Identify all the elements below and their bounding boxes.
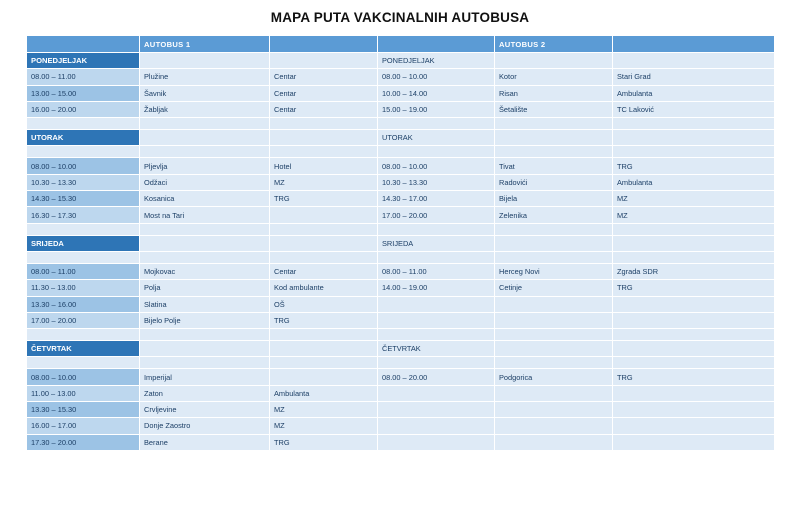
table-cell-empty <box>613 235 775 251</box>
table-cell-empty <box>270 223 378 235</box>
table-cell-empty <box>495 251 613 263</box>
table-cell-empty <box>140 53 270 69</box>
table-row <box>27 418 775 434</box>
table-cell-empty <box>378 329 495 341</box>
table-row <box>27 280 775 296</box>
table-cell: Centar <box>270 101 378 117</box>
table-row <box>27 191 775 207</box>
table-header-cell: AUTOBUS 1 <box>140 36 270 53</box>
table-row <box>27 69 775 85</box>
table-cell: TRG <box>270 434 378 450</box>
table-header-cell: AUTOBUS 2 <box>495 36 613 53</box>
table-cell-empty <box>378 251 495 263</box>
time-cell: 17.30 – 20.00 <box>27 434 140 450</box>
table-cell-empty <box>495 296 613 312</box>
table-cell-empty <box>140 251 270 263</box>
table-cell: Šavnik <box>140 85 270 101</box>
table-spacer-row <box>27 118 775 130</box>
table-cell: 14.00 – 19.00 <box>378 280 495 296</box>
table-cell-empty <box>613 402 775 418</box>
table-header-cell <box>613 36 775 53</box>
table-cell-empty <box>27 329 140 341</box>
time-cell: 13.30 – 15.30 <box>27 402 140 418</box>
table-cell: Plužine <box>140 69 270 85</box>
table-spacer-row <box>27 223 775 235</box>
table-cell-empty <box>495 53 613 69</box>
table-cell: TRG <box>613 369 775 385</box>
table-cell-empty <box>613 296 775 312</box>
table-cell: MZ <box>613 207 775 223</box>
table-cell-empty <box>495 146 613 158</box>
table-cell-empty <box>495 357 613 369</box>
table-cell-empty <box>495 223 613 235</box>
day-label-bus1: SRIJEDA <box>27 235 140 251</box>
table-cell-empty <box>270 130 378 146</box>
table-cell-empty <box>378 223 495 235</box>
table-cell-empty <box>378 418 495 434</box>
table-cell-empty <box>378 357 495 369</box>
table-cell-empty <box>378 385 495 401</box>
table-row <box>27 207 775 223</box>
time-cell: 16.00 – 17.00 <box>27 418 140 434</box>
table-cell-empty <box>613 130 775 146</box>
table-cell-empty <box>495 118 613 130</box>
table-cell-empty <box>495 434 613 450</box>
table-cell-empty <box>495 312 613 328</box>
table-cell-empty <box>613 223 775 235</box>
table-cell-empty <box>270 235 378 251</box>
time-cell: 11.00 – 13.00 <box>27 385 140 401</box>
table-cell: 10.30 – 13.30 <box>378 174 495 190</box>
table-cell-empty <box>495 385 613 401</box>
table-row <box>27 402 775 418</box>
table-cell-empty <box>613 146 775 158</box>
table-cell: 08.00 – 11.00 <box>378 263 495 279</box>
table-cell-empty <box>495 341 613 357</box>
table-cell-empty <box>270 146 378 158</box>
table-cell: Žabljak <box>140 101 270 117</box>
table-cell-empty <box>613 329 775 341</box>
table-cell-empty <box>613 251 775 263</box>
table-row <box>27 296 775 312</box>
table-cell: Herceg Novi <box>495 263 613 279</box>
table-cell-empty <box>27 146 140 158</box>
table-cell: Kosanica <box>140 191 270 207</box>
day-label-bus2: ČETVRTAK <box>378 341 495 357</box>
time-cell: 16.30 – 17.30 <box>27 207 140 223</box>
day-label-bus1: UTORAK <box>27 130 140 146</box>
table-cell: Cetinje <box>495 280 613 296</box>
table-cell: Zelenika <box>495 207 613 223</box>
day-label-bus1: ČETVRTAK <box>27 341 140 357</box>
table-cell: Radovići <box>495 174 613 190</box>
table-cell: Šetalište <box>495 101 613 117</box>
time-cell: 08.00 – 10.00 <box>27 158 140 174</box>
table-cell-empty <box>495 130 613 146</box>
table-cell-empty <box>140 235 270 251</box>
table-spacer-row <box>27 329 775 341</box>
table-cell: Tivat <box>495 158 613 174</box>
table-cell-empty <box>140 118 270 130</box>
table-cell: Most na Tari <box>140 207 270 223</box>
table-row <box>27 174 775 190</box>
table-cell: TRG <box>270 312 378 328</box>
table-cell-empty <box>27 223 140 235</box>
table-row <box>27 101 775 117</box>
table-cell-empty <box>140 329 270 341</box>
table-cell: 10.00 – 14.00 <box>378 85 495 101</box>
table-cell: Centar <box>270 69 378 85</box>
vaccination-bus-schedule-table <box>26 35 775 451</box>
table-cell-empty <box>140 130 270 146</box>
table-cell: 08.00 – 10.00 <box>378 158 495 174</box>
time-cell: 10.30 – 13.30 <box>27 174 140 190</box>
schedule-table-wrapper <box>0 35 800 451</box>
table-cell: Kod ambulante <box>270 280 378 296</box>
table-cell-empty <box>495 402 613 418</box>
table-cell: Bijela <box>495 191 613 207</box>
table-day-row <box>27 341 775 357</box>
table-cell-empty <box>270 341 378 357</box>
table-cell-empty <box>613 118 775 130</box>
table-row <box>27 85 775 101</box>
table-cell: Hotel <box>270 158 378 174</box>
time-cell: 08.00 – 11.00 <box>27 263 140 279</box>
table-cell: OŠ <box>270 296 378 312</box>
time-cell: 08.00 – 11.00 <box>27 69 140 85</box>
table-cell: Ambulanta <box>613 174 775 190</box>
table-cell: Mojkovac <box>140 263 270 279</box>
table-cell-empty <box>378 402 495 418</box>
time-cell: 08.00 – 10.00 <box>27 369 140 385</box>
table-day-row <box>27 130 775 146</box>
table-cell-empty <box>270 53 378 69</box>
table-row <box>27 158 775 174</box>
table-cell-empty <box>140 223 270 235</box>
time-cell: 11.30 – 13.00 <box>27 280 140 296</box>
table-cell: TRG <box>613 280 775 296</box>
table-cell-empty <box>378 434 495 450</box>
table-cell-empty <box>613 434 775 450</box>
table-cell: Centar <box>270 263 378 279</box>
table-row <box>27 263 775 279</box>
table-cell-empty <box>270 118 378 130</box>
table-cell-empty <box>613 357 775 369</box>
table-cell: Bijelo Polje <box>140 312 270 328</box>
table-cell-empty <box>613 312 775 328</box>
table-cell: 14.30 – 17.00 <box>378 191 495 207</box>
table-cell: 17.00 – 20.00 <box>378 207 495 223</box>
table-cell-empty <box>270 207 378 223</box>
table-cell-empty <box>495 329 613 341</box>
table-spacer-row <box>27 146 775 158</box>
time-cell: 17.00 – 20.00 <box>27 312 140 328</box>
time-cell: 13.30 – 16.00 <box>27 296 140 312</box>
table-cell: 08.00 – 10.00 <box>378 69 495 85</box>
table-cell: 15.00 – 19.00 <box>378 101 495 117</box>
table-cell-empty <box>378 296 495 312</box>
table-cell-empty <box>613 53 775 69</box>
table-cell: Risan <box>495 85 613 101</box>
table-row <box>27 434 775 450</box>
table-row <box>27 369 775 385</box>
table-row <box>27 312 775 328</box>
table-cell: MZ <box>613 191 775 207</box>
table-cell-empty <box>27 357 140 369</box>
table-cell: 08.00 – 20.00 <box>378 369 495 385</box>
day-label-bus1: PONEDJELJAK <box>27 53 140 69</box>
table-day-row <box>27 53 775 69</box>
table-cell: Zgrada SDR <box>613 263 775 279</box>
table-cell-empty <box>613 385 775 401</box>
table-cell-empty <box>270 329 378 341</box>
day-label-bus2: SRIJEDA <box>378 235 495 251</box>
table-cell-empty <box>613 341 775 357</box>
table-cell-empty <box>378 118 495 130</box>
table-cell-empty <box>140 146 270 158</box>
table-cell: TC Laković <box>613 101 775 117</box>
table-cell-empty <box>270 251 378 263</box>
table-cell: MZ <box>270 174 378 190</box>
table-cell: Podgorica <box>495 369 613 385</box>
table-cell-empty <box>378 146 495 158</box>
table-row <box>27 385 775 401</box>
table-cell-empty <box>140 341 270 357</box>
table-cell-empty <box>270 357 378 369</box>
table-cell-empty <box>495 418 613 434</box>
table-cell: TRG <box>613 158 775 174</box>
time-cell: 16.00 – 20.00 <box>27 101 140 117</box>
table-cell: MZ <box>270 402 378 418</box>
time-cell: 13.00 – 15.00 <box>27 85 140 101</box>
table-cell: Pljevlja <box>140 158 270 174</box>
table-spacer-row <box>27 357 775 369</box>
table-cell: Odžaci <box>140 174 270 190</box>
table-cell-empty <box>140 357 270 369</box>
table-cell-empty <box>378 312 495 328</box>
table-spacer-row <box>27 251 775 263</box>
table-cell: Centar <box>270 85 378 101</box>
table-header-cell <box>27 36 140 53</box>
day-label-bus2: PONEDJELJAK <box>378 53 495 69</box>
table-cell: Stari Grad <box>613 69 775 85</box>
time-cell: 14.30 – 15.30 <box>27 191 140 207</box>
table-cell: Ambulanta <box>613 85 775 101</box>
table-header-cell <box>378 36 495 53</box>
table-day-row <box>27 235 775 251</box>
table-header-row <box>27 36 775 53</box>
table-cell-empty <box>27 251 140 263</box>
table-cell: Slatina <box>140 296 270 312</box>
table-cell-empty <box>27 118 140 130</box>
table-cell: Berane <box>140 434 270 450</box>
table-cell-empty <box>613 418 775 434</box>
table-cell: Polja <box>140 280 270 296</box>
table-cell: TRG <box>270 191 378 207</box>
day-label-bus2: UTORAK <box>378 130 495 146</box>
table-cell: Donje Zaostro <box>140 418 270 434</box>
page-title: MAPA PUTA VAKCINALNIH AUTOBUSA <box>270 10 530 25</box>
table-cell: MZ <box>270 418 378 434</box>
table-cell: Imperijal <box>140 369 270 385</box>
table-header-cell <box>270 36 378 53</box>
table-cell: Kotor <box>495 69 613 85</box>
table-cell: Zaton <box>140 385 270 401</box>
table-cell: Ambulanta <box>270 385 378 401</box>
table-cell-empty <box>495 235 613 251</box>
table-cell-empty <box>270 369 378 385</box>
table-cell: Crvljevine <box>140 402 270 418</box>
